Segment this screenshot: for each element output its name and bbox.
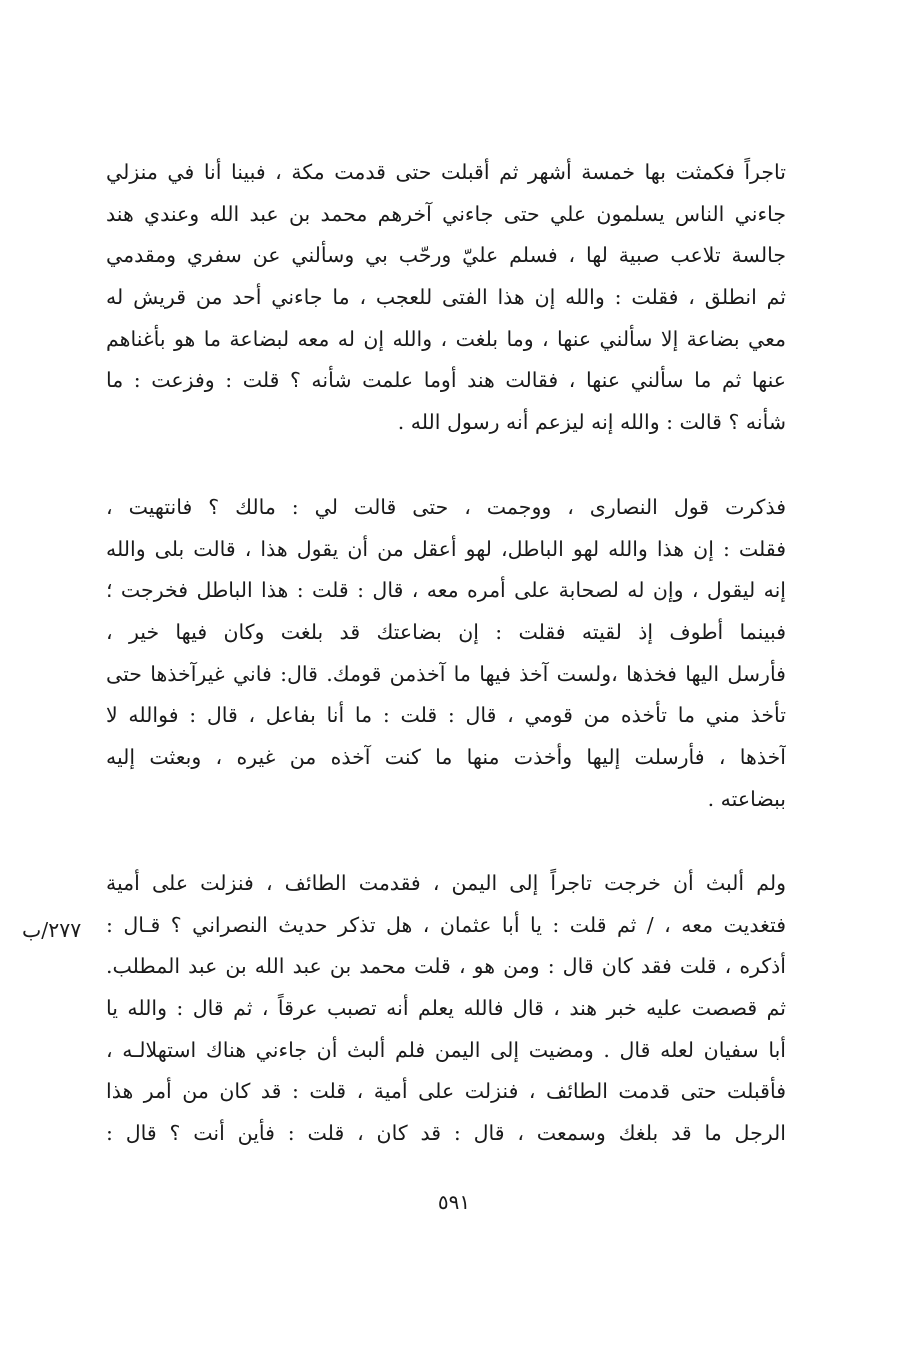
text-line: إنه ليقول ، وإن له لصحابة على أمره معه ، قال : قلت : هذا الباطل فخرجت ؛ bbox=[106, 578, 786, 603]
text-line: فأرسل اليها فخذها ،ولست آخذ فيها ما آخذمن قومك. قال: فاني غيرآخذها حتى bbox=[106, 661, 786, 686]
text-line: معي بضاعة إلا سألني عنها ، وما بلغت ، والله إن له معه لبضاعة ما هو بأغناهم bbox=[106, 326, 786, 351]
paragraph-3 bbox=[106, 863, 786, 1155]
text-line: ثم انطلق ، فقلت : والله إن هذا الفتى للعجب ، ما جاءني أحد من قريش له bbox=[106, 285, 786, 310]
text-line: جاءني الناس يسلمون علي حتى جاءني آخرهم محمد بن عبد الله وعندي هند bbox=[106, 201, 786, 226]
text-line: فبينما أطوف إذ لقيته فقلت : إن بضاعتك قد بلغت وكان فيها خير ، bbox=[106, 620, 786, 645]
text-line: ثم قصصت عليه خبر هند ، قال فالله يعلم أنه تصبب عرقاً ، ثم قال : والله يا bbox=[106, 996, 786, 1021]
paragraph-1 bbox=[106, 152, 786, 444]
text-line: فقلت : إن هذا والله لهو الباطل، لهو أعقل من أن يقول هذا ، قالت بلى والله bbox=[106, 536, 786, 561]
text-line: عنها ثم ما سألني عنها ، فقالت هند أوما علمت شأنه ؟ قلت : وفزعت : ما bbox=[106, 368, 786, 393]
text-line: الرجل ما قد بلغك وسمعت ، قال : قد كان ، قلت : فأين أنت ؟ قال : bbox=[106, 1121, 786, 1146]
text-line: فتغديت معه ، / ثم قلت : يا أبا عثمان ، هل تذكر حديث النصراني ؟ قـال : bbox=[106, 912, 786, 937]
text-line: جالسة تلاعب صبية لها ، فسلم عليّ ورحّب بي وسألني عن سفري ومقدمي bbox=[106, 243, 786, 268]
manuscript-folio-note: ٢٧٧/ب bbox=[22, 918, 82, 942]
paragraph-2 bbox=[106, 487, 786, 821]
text-line: أبا سفيان لعله قال . ومضيت إلى اليمن فلم ألبث أن جاءني هناك استهلالـه ، bbox=[106, 1037, 786, 1062]
text-line: ولم ألبث أن خرجت تاجراً إلى اليمن ، فقدمت الطائف ، فنزلت على أمية bbox=[106, 871, 786, 895]
text-line: آخذها ، فأرسلت إليها وأخذت منها ما كنت آخذه من غيره ، وبعثت إليه bbox=[106, 745, 786, 770]
text-line: فأقبلت حتى قدمت الطائف ، فنزلت على أمية ، قلت : قد كان من أمر هذا bbox=[106, 1079, 786, 1104]
text-line: ببضاعته . bbox=[707, 786, 786, 811]
text-line: فذكرت قول النصارى ، ووجمت ، حتى قالت لي : مالك ؟ فانتهيت ، bbox=[106, 495, 786, 519]
text-line: شأنه ؟ قالت : والله إنه ليزعم أنه رسول الله . bbox=[397, 410, 786, 435]
text-line: أذكره ، قلت فقد كان قال : ومن هو ، قلت محمد بن عبد الله بن عبد المطلب. bbox=[106, 954, 786, 979]
text-line: تاجراً فكمثت بها خمسة أشهر ثم أقبلت حتى قدمت مكة ، فبينا أنا في منزلي bbox=[106, 160, 786, 184]
page-number: ٥٩١ bbox=[437, 1190, 471, 1214]
text-line: تأخذ مني ما تأخذه من قومي ، قال : قلت : ما أنا بفاعل ، قال : فوالله لا bbox=[106, 703, 786, 728]
